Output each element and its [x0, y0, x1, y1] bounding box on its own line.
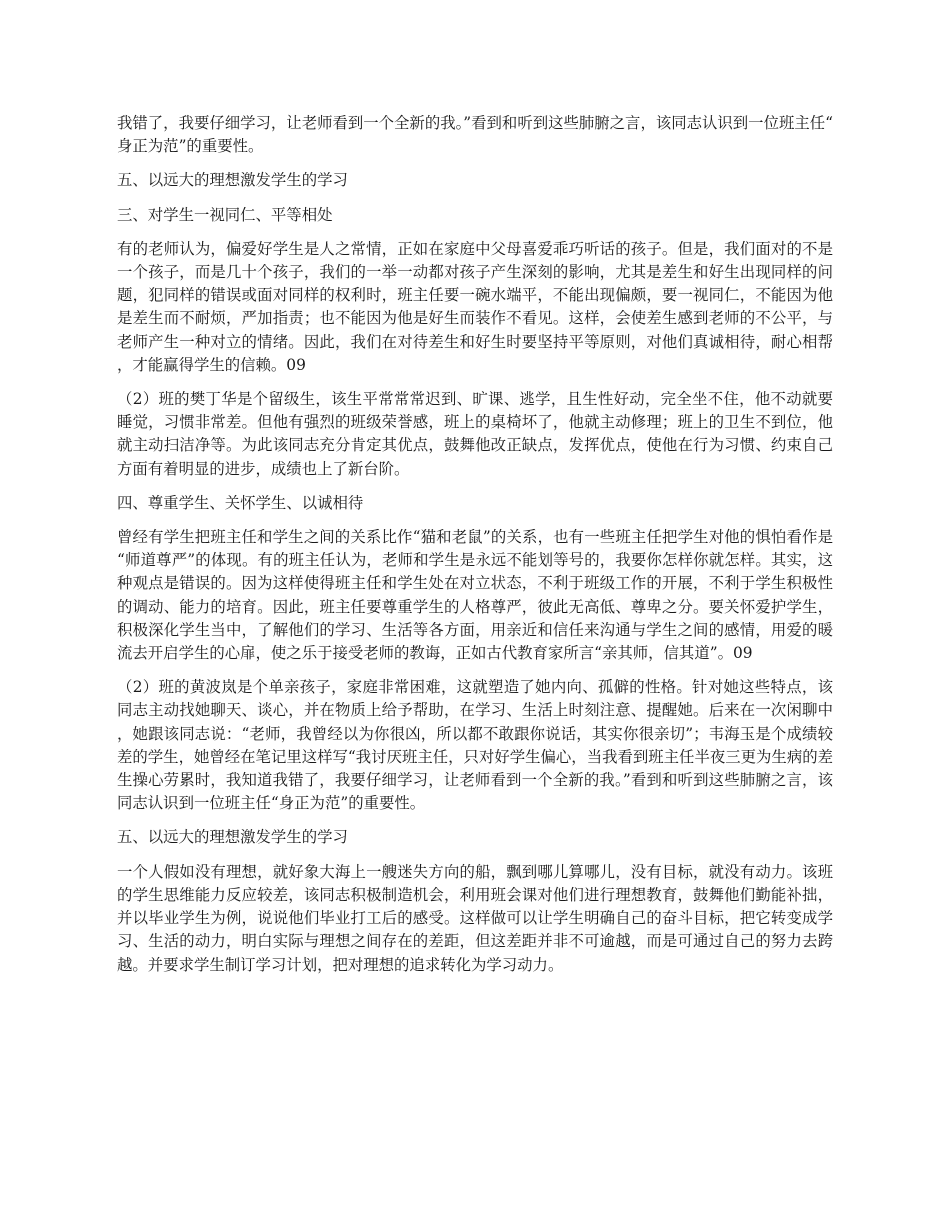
heading-section-5-second: 五、以远大的理想激发学生的学习	[117, 828, 348, 847]
paragraph-ideals: 一个人假如没有理想，就好象大海上一艘迷失方向的船，飘到哪儿算哪儿，没有目标，就没有动力。该班的学生思维能力反应较差，该同志积极制造机会，利用班会课对他们进行理想教育，鼓舞他们勤能补拙，并以毕业学生为例，说说他们毕业打工后的感受。这样做可以让学生明确自己的奋斗目标，把它转变成学习、生活的动力，明白实际与理想之间存在的差距，但这差距并非不可逾越，而是可通过自己的努力去跨越。并要求学生制订学习计划，把对理想的追求转化为学习动力。	[117, 862, 833, 974]
paragraph-example-fan: （2）班的樊丁华是个留级生，该生平常常常迟到、旷课、逃学，且生性好动，完全坐不住，他不动就要睡觉，习惯非常差。但他有强烈的班级荣誉感，班上的桌椅坏了，他就主动修理；班上的卫生不到位，他就主动扫洁净等。为此该同志充分肯定其优点，鼓舞他改正缺点，发挥优点，使他在行为习惯、约束自己方面有着明显的进步，成绩也上了新台阶。	[117, 390, 833, 478]
heading-section-3: 三、对学生一视同仁、平等相处	[117, 205, 333, 224]
heading-section-5-first: 五、以远大的理想激发学生的学习	[117, 171, 348, 190]
paragraph-example-huang: （2）班的黄波岚是个单亲孩子，家庭非常困难，这就塑造了她内向、孤僻的性格。针对她这些特点，该同志主动找她聊天、谈心，并在物质上给予帮助，在学习、生活上时刻注意、提醒她。后来在一次闲聊中，她跟该同志说：“老师，我曾经以为你很凶，所以都不敢跟你说话，其实你很亲切”；韦海玉是个成绩较差的学生，她曾经在笔记里这样写“我讨厌班主任，只对好学生偏心，当我看到班主任半夜三更为生病的差生操心劳累时，我知道我错了，我要仔细学习，让老师看到一个全新的我。”看到和听到这些肺腑之言，该同志认识到一位班主任“身正为范”的重要性。	[117, 678, 833, 813]
paragraph-respect-students: 曾经有学生把班主任和学生之间的关系比作“猫和老鼠”的关系，也有一些班主任把学生对他的惧怕看作是“师道尊严”的体现。有的班主任认为，老师和学生是永远不能划等号的，我要你怎样你就怎样。其实，这种观点是错误的。因为这样使得班主任和学生处在对立状态，不利于班级工作的开展，不利于学生积极性的调动、能力的培育。因此，班主任要尊重学生的人格尊严，彼此无高低、尊卑之分。要关怀爱护学生，积极深化学生当中，了解他们的学习、生活等各方面，用亲近和信任来沟通与学生之间的感情，用爱的暖流去开启学生的心扉，使之乐于接受老师的教诲，正如古代教育家所言“亲其师，信其道”。09	[117, 528, 833, 663]
heading-section-4: 四、尊重学生、关怀学生、以诚相待	[117, 493, 364, 512]
paragraph-equal-treatment: 有的老师认为，偏爱好学生是人之常情，正如在家庭中父母喜爱乖巧听话的孩子。但是，我们面对的不是一个孩子，而是几十个孩子，我们的一举一动都对孩子产生深刻的影响，尤其是差生和好生出现同样的问题，犯同样的错误或面对同样的权利时，班主任要一碗水端平，不能出现偏颇，要一视同仁，不能因为他是差生而不耐烦，严加指责；也不能因为他是好生而装作不看见。这样，会使差生感到老师的不公平，与老师产生一种对立的情绪。因此，我们在对待差生和好生时要坚持平等原则，对他们真诚相待，耐心相帮，才能赢得学生的信赖。09	[117, 239, 833, 374]
document-page	[117, 112, 833, 988]
paragraph-intro-conclusion: 我错了，我要仔细学习，让老师看到一个全新的我。”看到和听到这些肺腑之言，该同志认识到一位班主任“身正为范”的重要性。	[117, 114, 834, 156]
